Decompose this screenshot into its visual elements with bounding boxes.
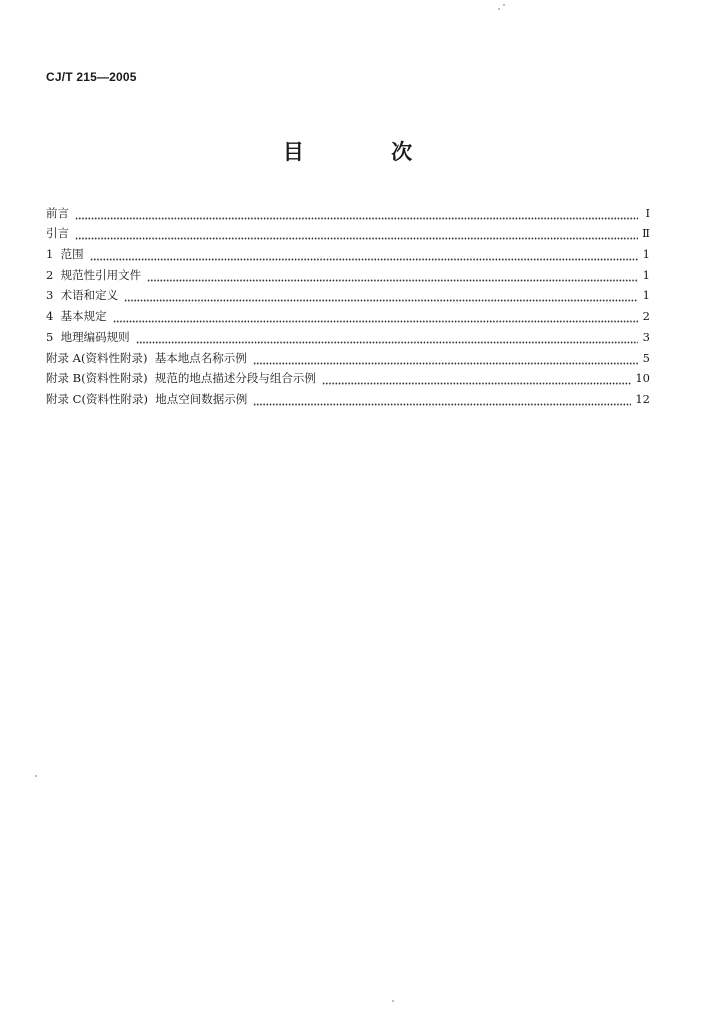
leader-dots [253, 392, 631, 406]
toc-entry-page: 1 [642, 247, 650, 262]
toc-entry-page: Ⅰ [645, 205, 650, 220]
leader-dots [124, 288, 638, 302]
toc-entry[interactable] [46, 385, 650, 406]
toc-entry[interactable] [46, 261, 650, 282]
toc-entry-label: 5 地理编码规则 [46, 329, 130, 344]
toc-entry-page: 10 [635, 371, 650, 386]
toc-entry-page: 3 [642, 329, 650, 344]
leader-dots [147, 268, 638, 282]
standard-code: CJ/T 215—2005 [46, 70, 137, 84]
leader-dots [113, 309, 638, 323]
toc-entry[interactable] [46, 344, 650, 365]
toc-entry-label: 1 范围 [46, 247, 84, 262]
toc-entry[interactable] [46, 220, 650, 241]
toc-entry-label: 附录 C(资料性附录) 地点空间数据示例 [46, 391, 248, 406]
leader-dots [253, 351, 638, 365]
scan-speck [498, 8, 500, 10]
toc-entry-page: 2 [642, 309, 650, 324]
toc-entry-page: 1 [642, 288, 650, 303]
scan-speck [392, 1000, 394, 1002]
toc-entry-label: 4 基本规定 [46, 309, 107, 324]
toc-entry[interactable] [46, 302, 650, 323]
toc-entry[interactable] [46, 282, 650, 303]
leader-dots [136, 330, 638, 344]
toc-entry-label: 附录 A(资料性附录) 基本地点名称示例 [46, 350, 247, 365]
toc-entry-page: 12 [635, 391, 650, 406]
toc-entry-label: 前言 [46, 205, 69, 220]
leader-dots [75, 206, 638, 220]
toc-entry[interactable] [46, 365, 650, 386]
leader-dots [75, 226, 638, 240]
scan-speck [35, 775, 37, 777]
toc-entry-page: 5 [642, 350, 650, 365]
page-title: 目 次 [282, 139, 453, 164]
leader-dots [322, 371, 631, 385]
table-of-contents [46, 199, 650, 406]
toc-entry-page: Ⅱ [642, 226, 650, 241]
toc-entry-label: 附录 B(资料性附录) 规范的地点描述分段与组合示例 [46, 371, 316, 386]
toc-entry[interactable] [46, 323, 650, 344]
toc-entry-label: 引言 [46, 226, 69, 241]
scan-speck [503, 4, 505, 6]
toc-entry[interactable] [46, 199, 650, 220]
toc-entry-label: 3 术语和定义 [46, 288, 119, 303]
leader-dots [90, 247, 638, 261]
toc-entry-page: 1 [642, 267, 650, 282]
toc-entry-label: 2 规范性引用文件 [46, 267, 142, 282]
toc-entry[interactable] [46, 240, 650, 261]
